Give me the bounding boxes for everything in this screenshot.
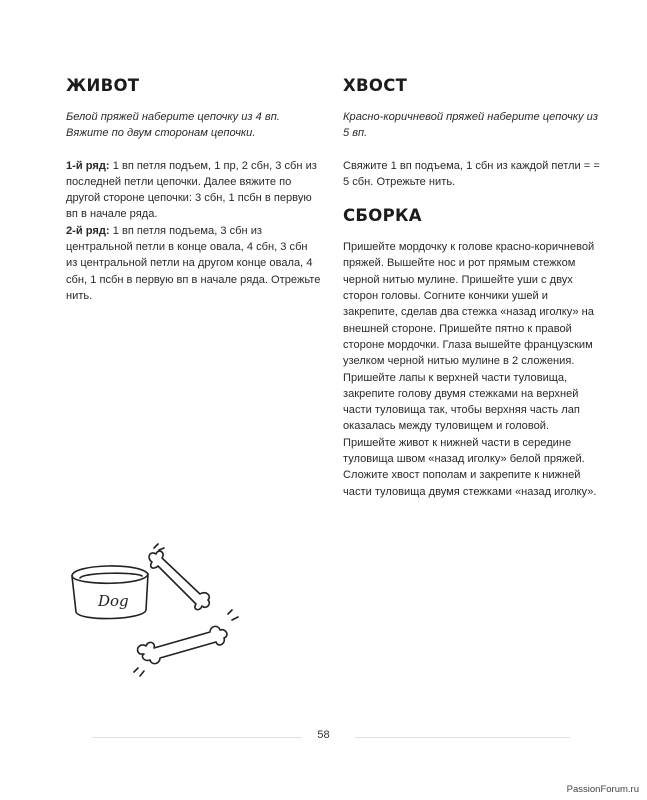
motion-mark-icon <box>159 548 164 550</box>
assembly-heading: СБОРКА <box>343 206 422 226</box>
bone-icon <box>149 551 209 610</box>
motion-mark-icon <box>140 671 144 676</box>
motion-mark-icon <box>228 610 232 614</box>
motion-mark-icon <box>154 544 158 548</box>
dog-bowl-bones-illustration <box>60 540 260 700</box>
motion-mark-icon <box>134 668 138 672</box>
belly-row-1-label: 1-й ряд: <box>66 159 110 172</box>
watermark: PassionForum.ru <box>566 784 639 795</box>
belly-row-1 <box>66 158 321 223</box>
assembly-text: Пришейте мордочку к голове красно-коричневой пряжей. Вышейте нос и рот прямым стежком черной нитью мулине. Пришейте уши с двух сторон головы. Согните кончики ушей и закрепите, сделав два стежка «назад иголку» на внешней стороне. Пришейте пятно к правой стороне мордочки. Глаза вышейте французским узелком черной нитью мулине в 2 сложения. Пришейте лапы к верхней части туловища, закрепите голову двумя стежками на верхней части туловища так, чтобы верхняя часть лап оказалась между туловищем и головой. Пришейте живот к нижней части в середине туловища швом «назад иголку» белой пряжей. Сложите хвост пополам и закрепите к нижней части туловища двумя стежками «назад иголку». <box>343 241 597 498</box>
tail-heading: ХВОСТ <box>343 76 408 95</box>
footer-line-left <box>92 737 302 738</box>
belly-intro: Белой пряжей наберите цепочку из 4 вп. Вяжите по двум сторонам цепочки. <box>66 111 280 140</box>
belly-heading: ЖИВОТ <box>66 76 140 95</box>
tail-assembly-column <box>343 76 601 500</box>
belly-row-2 <box>66 223 321 304</box>
belly-section <box>66 76 321 304</box>
belly-row-2-text: 1 вп петля подъема, 3 сбн из центральной петли в конце овала, 4 сбн, 3 сбн из центральной петли на другом конце овала, 4 сбн, 1 псбн в первую вп в начале ряда. Отрежьте нить. <box>66 224 321 302</box>
bowl-label: Dog <box>98 592 129 610</box>
belly-row-1-text: 1 вп петля подъем, 1 пр, 2 сбн, 3 сбн из последней петли цепочки. Далее вяжите по другой стороне цепочки: 3 сбн, 1 псбн в первую вп в начале ряда. <box>66 159 317 221</box>
tail-intro: Красно-коричневой пряжей наберите цепочку из 5 вп. <box>343 111 598 140</box>
belly-row-2-label: 2-й ряд: <box>66 224 110 237</box>
page-number: 58 <box>317 729 330 741</box>
tail-text: Свяжите 1 вп подъема, 1 сбн из каждой петли = = 5 сбн. Отрежьте нить. <box>343 159 600 188</box>
motion-mark-icon <box>232 617 238 620</box>
bone-icon <box>138 626 227 663</box>
footer-line-right <box>355 737 570 738</box>
